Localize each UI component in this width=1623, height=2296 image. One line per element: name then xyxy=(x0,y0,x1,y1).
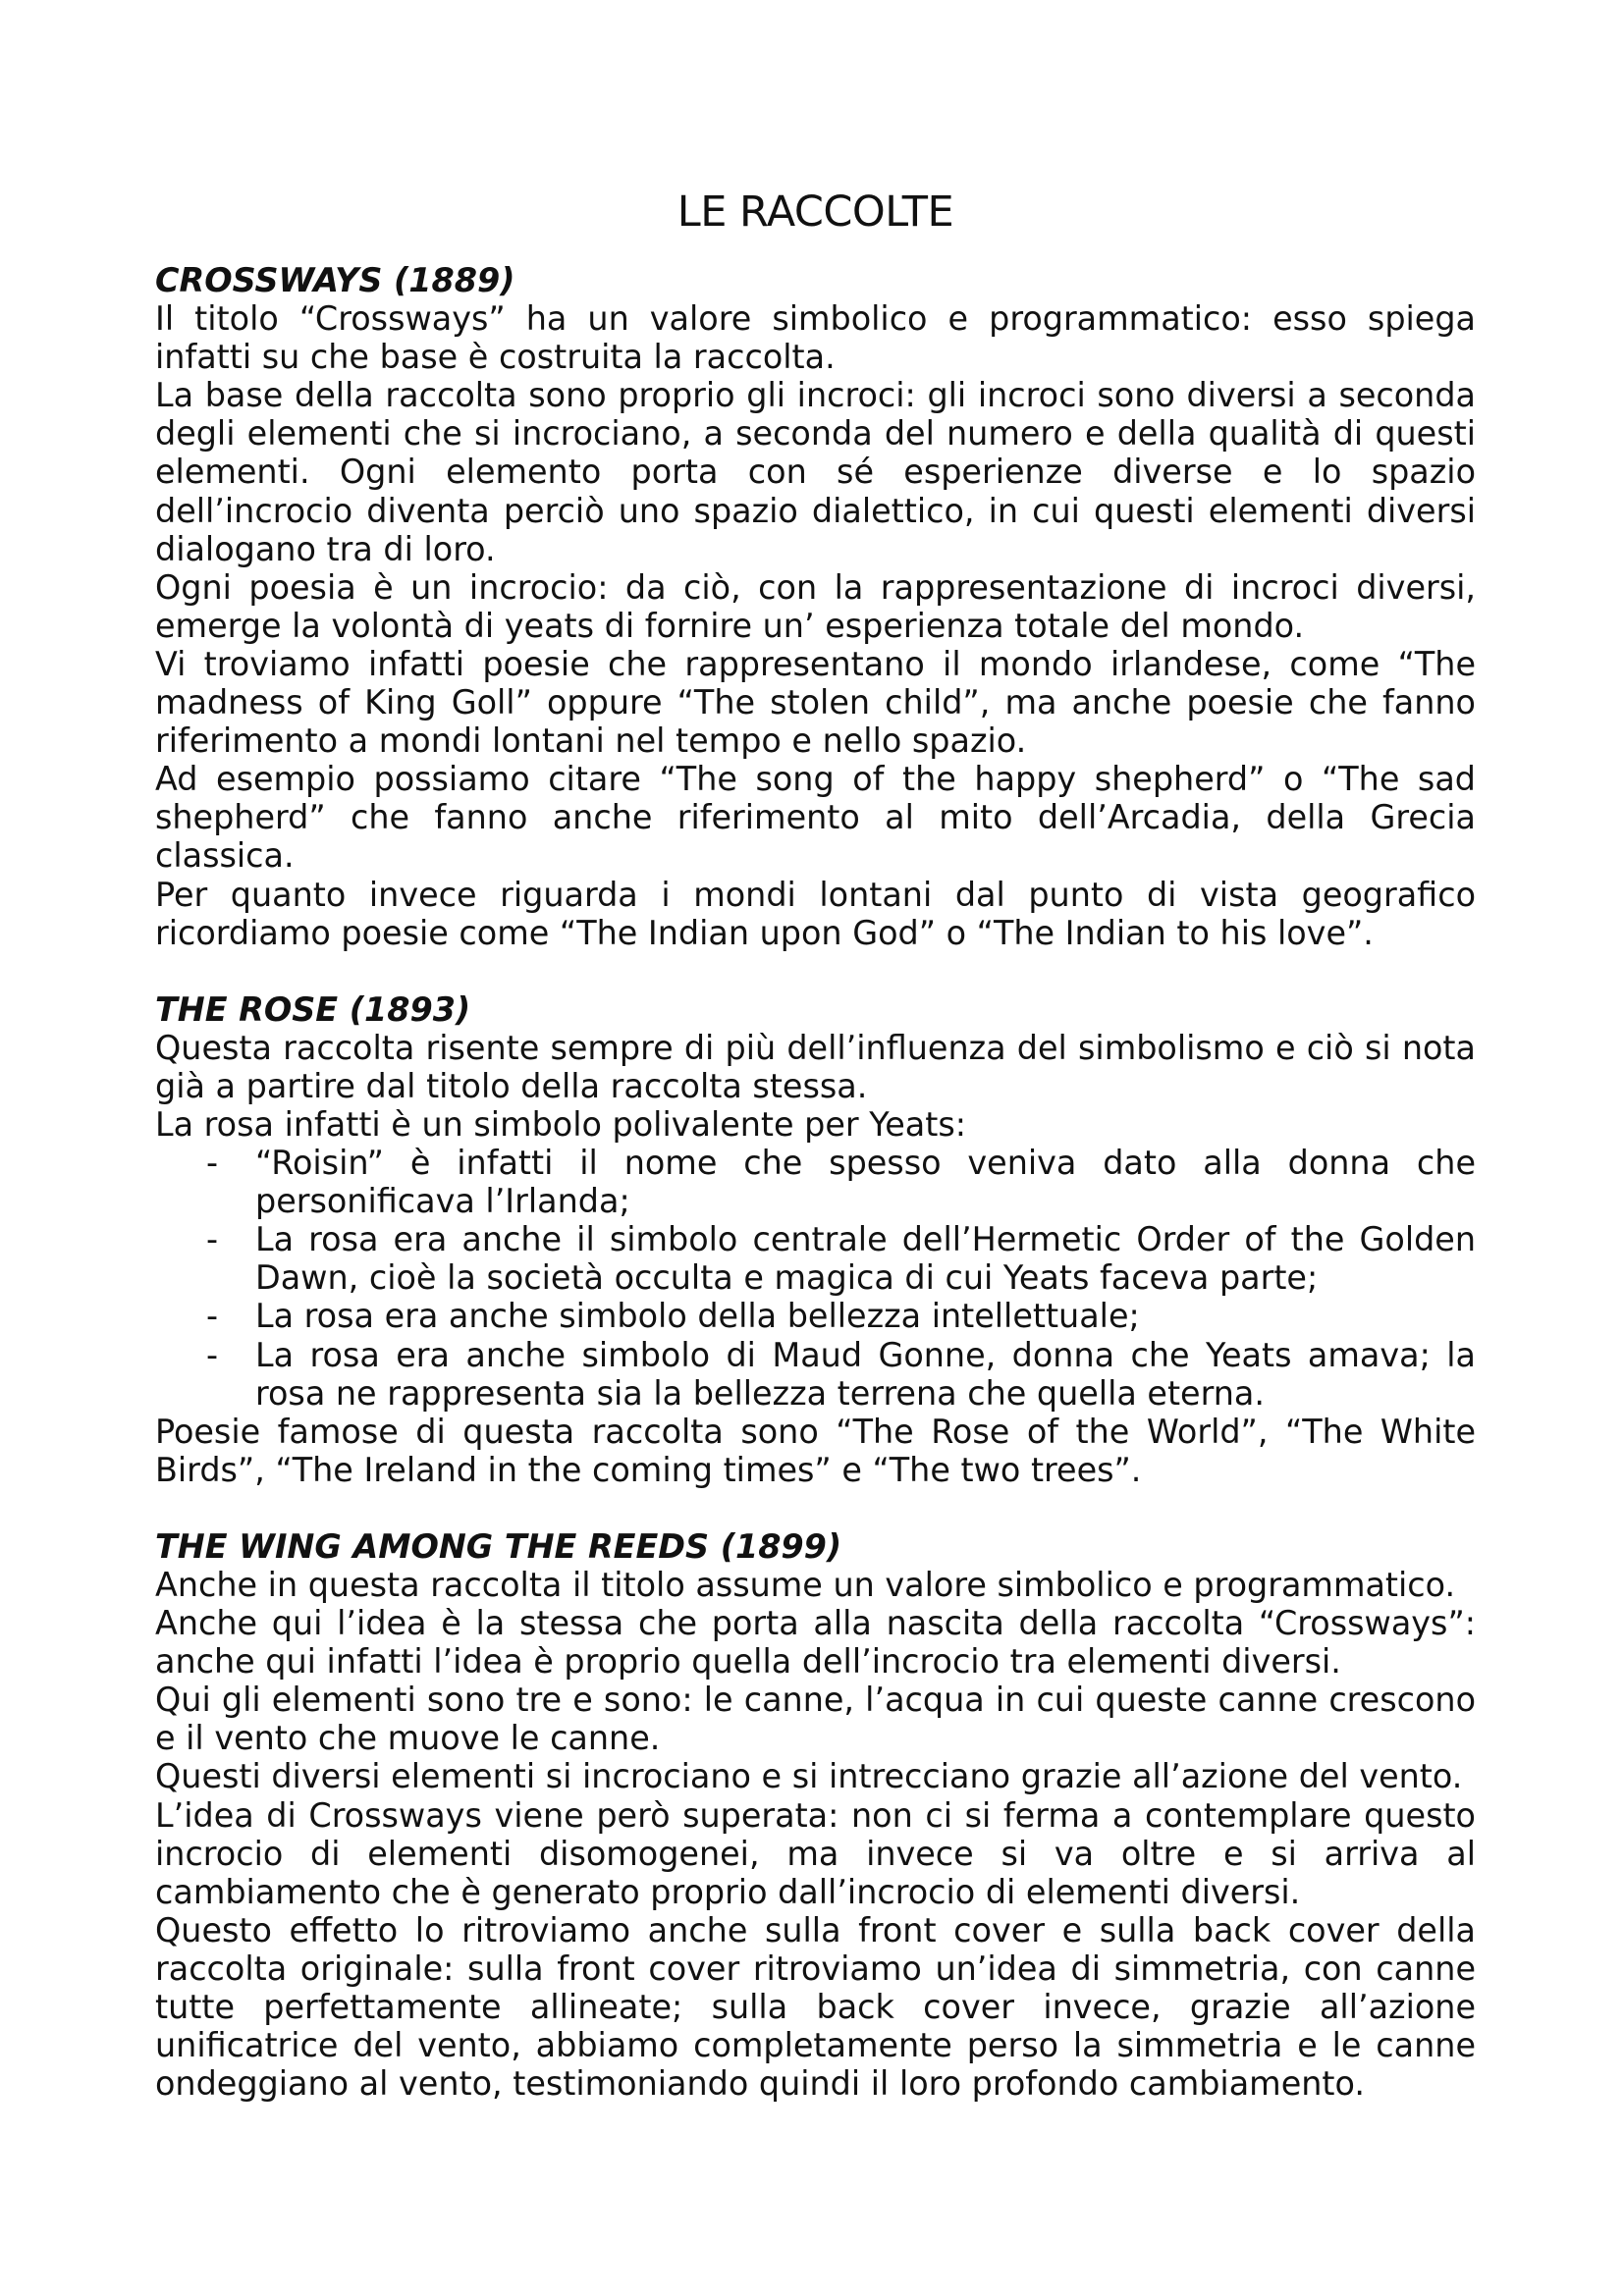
dash-bullet: - xyxy=(206,1335,219,1374)
list-item-text: La rosa era anche simbolo di Maud Gonne, donna che Yeats amava; la rosa ne rappresenta sia la bellezza terrena che quella eterna. xyxy=(255,1335,1476,1413)
dash-bullet: - xyxy=(206,1297,219,1336)
paragraph: Ogni poesia è un incrocio: da ciò, con la rappresentazione di incroci diversi, emerge la volontà di yeats di fornire un’ esperienza totale del mondo. xyxy=(155,567,1476,645)
paragraph: La rosa infatti è un simbolo polivalente per Yeats: xyxy=(155,1104,966,1144)
paragraph: Questa raccolta risente sempre di più dell’influenza del simbolismo e ciò si nota già a partire dal titolo della raccolta stessa. xyxy=(155,1028,1476,1105)
paragraph: L’idea di Crossways viene però superata: non ci si ferma a contemplare questo incrocio di elementi disomogenei, ma invece si va oltre e si arriva al cambiamento che è generato proprio dall’incrocio di elementi diversi. xyxy=(155,1795,1476,1911)
paragraph: Questo effetto lo ritroviamo anche sulla front cover e sulla back cover della raccolta originale: sulla front cover ritroviamo un’idea di simmetria, con canne tutte perfettamente allineate; sulla back cover invece, grazie all’azione unificatrice del vento, abbiamo completamente perso la simmetria e le canne ondeggiano al vento, testimoniando quindi il loro profondo cambiamento. xyxy=(155,1910,1476,2104)
list-item xyxy=(155,1220,1476,1297)
paragraph: La base della raccolta sono proprio gli incroci: gli incroci sono diversi a seconda degli elementi che si incrociano, a seconda del numero e della qualità di questi elementi. Ogni elemento porta con sé esperienze diverse e lo spazio dell’incrocio diventa perciò uno spazio dialettico, in cui questi elementi diversi dialogano tra di loro. xyxy=(155,376,1476,568)
paragraph: Vi troviamo infatti poesie che rappresentano il mondo irlandese, come “The madness of King Goll” oppure “The stolen child”, ma anche poesie che fanno riferimento a mondi lontani nel tempo e nello spazio. xyxy=(155,644,1476,761)
list-item xyxy=(155,1144,1476,1220)
section-heading: THE WING AMONG THE REEDS (1899) xyxy=(155,1526,842,1566)
list-item-text: La rosa era anche simbolo della bellezza intellettuale; xyxy=(255,1297,1140,1336)
paragraph: Qui gli elementi sono tre e sono: le canne, l’acqua in cui queste canne crescono e il vento che muove le canne. xyxy=(155,1681,1476,1758)
symbol-list xyxy=(155,1144,1476,1413)
list-item-text: La rosa era anche il simbolo centrale dell’Hermetic Order of the Golden Dawn, cioè la società occulta e magica di cui Yeats faceva parte; xyxy=(255,1220,1476,1298)
section-heading: CROSSWAYS (1889) xyxy=(155,261,515,299)
section-the-rose xyxy=(155,990,1476,1489)
section-heading: THE ROSE (1893) xyxy=(155,989,471,1029)
dash-bullet: - xyxy=(206,1144,219,1183)
paragraph: Anche in questa raccolta il titolo assume un valore simbolico e programmatico. xyxy=(155,1566,1456,1604)
list-item xyxy=(155,1336,1476,1413)
paragraph: Anche qui l’idea è la stessa che porta alla nascita della raccolta “Crossways”: anche qui infatti l’idea è proprio quella dell’incrocio tra elementi diversi. xyxy=(155,1604,1476,1682)
paragraph: Ad esempio possiamo citare “The song of the happy shepherd” o “The sad shepherd” che fanno anche riferimento al mito dell’Arcadia, della Grecia classica. xyxy=(155,760,1476,876)
section-wing-among-the-reeds xyxy=(155,1527,1476,2103)
list-item-text: “Roisin” è infatti il nome che spesso veniva dato alla donna che personificava l’Irlanda; xyxy=(255,1144,1476,1221)
section-crossways xyxy=(155,261,1476,952)
paragraph: Il titolo “Crossways” ha un valore simbolico e programmatico: esso spiega infatti su che base è costruita la raccolta. xyxy=(155,299,1476,377)
page-title: LE RACCOLTE xyxy=(676,187,954,237)
dash-bullet: - xyxy=(206,1220,219,1259)
document-page xyxy=(155,187,1476,2103)
paragraph: Per quanto invece riguarda i mondi lontani dal punto di vista geografico ricordiamo poesie come “The Indian upon God” o “The Indian to his love”. xyxy=(155,875,1476,952)
list-item xyxy=(155,1297,1476,1335)
paragraph: Poesie famose di questa raccolta sono “The Rose of the World”, “The White Birds”, “The Ireland in the coming times” e “The two trees”. xyxy=(155,1412,1476,1489)
paragraph: Questi diversi elementi si incrociano e si intrecciano grazie all’azione del vento. xyxy=(155,1757,1463,1796)
